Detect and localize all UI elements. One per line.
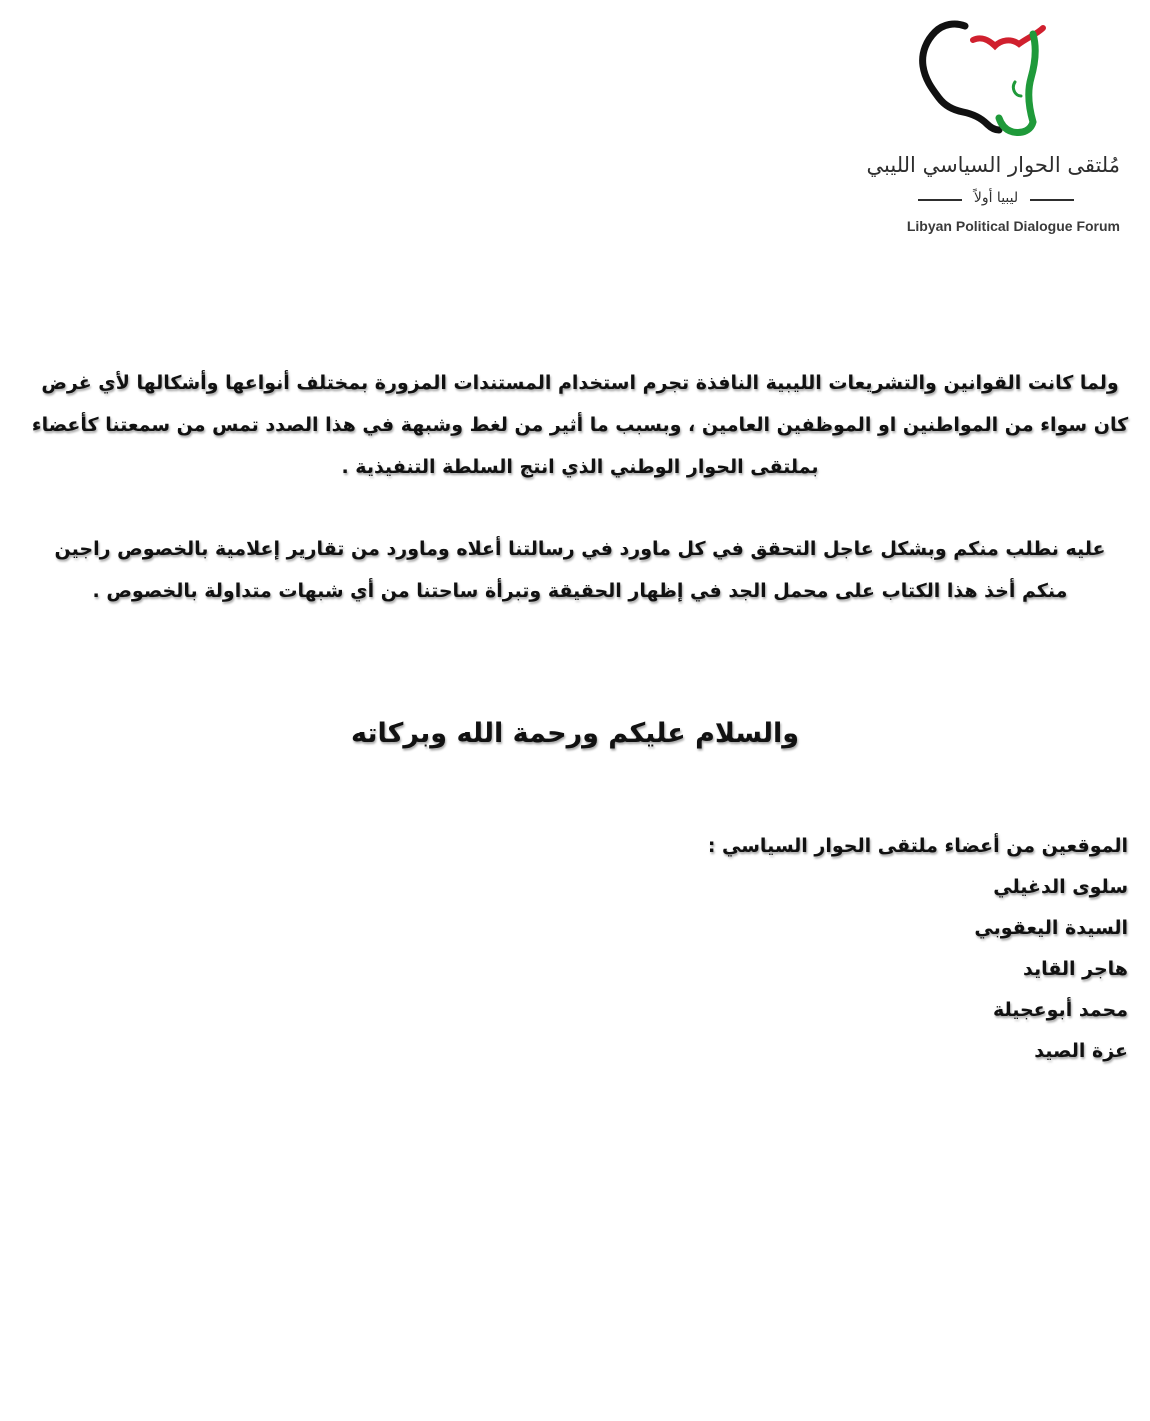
logo-divider-left (918, 199, 962, 201)
signatory-name: السيدة اليعقوبي (974, 917, 1128, 939)
letter-body (30, 362, 1130, 612)
logo-subtitle-arabic: ليبيا أولاً (973, 190, 1019, 206)
map-green-stroke (999, 34, 1035, 133)
signatory-name: عزة الصيد (1034, 1040, 1128, 1062)
signatory-name: محمد أبوعجيلة (992, 999, 1128, 1021)
closing-greeting: والسلام عليكم ورحمة الله وبركاته (350, 718, 800, 749)
signatories-block (428, 826, 1128, 1072)
logo-subtitle-row (860, 188, 1120, 212)
signatories-heading: الموقعين من أعضاء ملتقى الحوار السياسي : (707, 835, 1128, 857)
logo-title-arabic: مُلتقى الحوار السياسي الليبي (866, 153, 1120, 177)
map-crescent (1013, 82, 1021, 96)
signatory-name: هاجر القايد (1022, 958, 1128, 980)
paragraph-request: عليه نطلب منكم وبشكل عاجل التحقق في كل ماورد في رسالتنا أعلاه وماورد من تقارير إعلامية بالخصوص راجين منكم أخذ هذا الكتاب على محمل الجد في إظهار الحقيقة وتبرأة ساحتنا من أي شبهات متداولة بالخصوص . (54, 538, 1106, 602)
forum-logo (860, 18, 1120, 238)
paragraph-laws: ولما كانت القوانين والتشريعات الليبية النافذة تجرم استخدام المستندات المزورة بمختلف أنواعها وأشكالها لأي غرض كان سواء من المواطنين او الموظفين العامين ، وبسبب ما أثير من لغط وشبهة في هذا الصدد تمس من سمعتنا كأعضاء بملتقى الحوار الوطني الذي انتج السلطة التنفيذية . (31, 372, 1129, 478)
signatory-name: سلوى الدغيلي (993, 876, 1128, 898)
logo-title-english: Libyan Political Dialogue Forum (906, 218, 1120, 234)
signatories-list (428, 867, 1128, 1072)
libya-map-icon (915, 18, 1055, 143)
logo-divider-right (1030, 199, 1074, 201)
